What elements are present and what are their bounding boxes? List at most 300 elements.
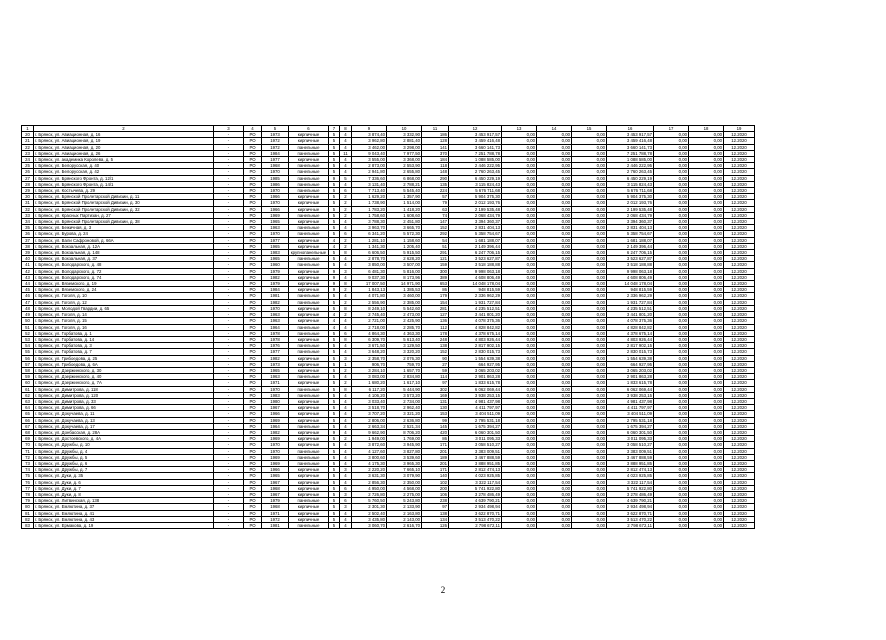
table-cell: 1963 (262, 318, 289, 324)
table-cell: 2 385,00 (387, 299, 422, 305)
table-cell: 12.2020 (724, 349, 755, 355)
table-cell: 14 048 178,04 (449, 281, 502, 287)
table-cell: - (214, 411, 244, 417)
table-cell: 5 (329, 206, 340, 212)
table-cell: 1971 (262, 510, 289, 516)
table-cell: 14 971,90 (387, 281, 422, 287)
table-cell: 5 (329, 299, 340, 305)
table-cell: 1978 (262, 336, 289, 342)
table-cell: 1 758,60 (352, 212, 387, 218)
table-cell: 0,00 (689, 436, 724, 442)
table-cell: 44 (22, 281, 34, 287)
table-cell: 60 (22, 380, 34, 386)
table-cell: 5 (329, 163, 340, 169)
table-cell: 0,00 (654, 132, 689, 138)
table-cell: панельные (289, 225, 329, 231)
table-cell: 3 441 801,20 (449, 312, 502, 318)
table-cell: 0,00 (689, 442, 724, 448)
table-cell: 0,00 (572, 523, 607, 529)
table-cell: - (214, 144, 244, 150)
table-cell: - (214, 361, 244, 367)
table-cell: крупнопанельные (289, 250, 329, 256)
table-cell: 36 (22, 231, 34, 237)
table-cell: 6 450 229,19 (449, 175, 502, 181)
table-cell: 5 (329, 231, 340, 237)
table-cell: 2 199 535,48 (607, 206, 654, 212)
table-cell: 6 117,20 (352, 386, 387, 392)
address-cell: г. Брянск, ул. Красных Партизан, д. 27 (34, 212, 214, 218)
table-cell: кирпичные (289, 405, 329, 411)
table-cell: 66 (22, 417, 34, 423)
table-cell: 3 (340, 467, 352, 473)
address-cell: г. Брянск, ул. Ермакова, д. 19 (34, 523, 214, 529)
table-cell: 0,00 (689, 349, 724, 355)
table-cell: 0,00 (537, 380, 572, 386)
table-cell: РО (244, 274, 262, 280)
table-cell: 0,00 (537, 417, 572, 423)
table-cell: 0,00 (572, 423, 607, 429)
table-cell: 1969 (262, 454, 289, 460)
table-cell: 4 828 842,82 (607, 324, 654, 330)
table-cell: 61 (22, 386, 34, 392)
table-cell: 2 795 531,18 (607, 417, 654, 423)
table-cell: - (214, 231, 244, 237)
table-cell: 0,00 (502, 411, 537, 417)
table-cell: 0,00 (502, 473, 537, 479)
table-cell: - (214, 293, 244, 299)
table-cell: 0,00 (572, 188, 607, 194)
table-cell: 12.2020 (724, 243, 755, 249)
table-cell: 49 (22, 312, 34, 318)
table-cell: 4 (340, 417, 352, 423)
table-cell: 0,00 (654, 318, 689, 324)
table-cell: кирпичные (289, 268, 329, 274)
table-cell: 3 (340, 268, 352, 274)
table-cell: 6 062 069,44 (449, 386, 502, 392)
table-cell: 1984 (262, 287, 289, 293)
table-cell: 7 665,10 (387, 467, 422, 473)
table-cell: 12.2020 (724, 436, 755, 442)
table-cell: 12.2020 (724, 250, 755, 256)
table-cell: 63 (22, 398, 34, 404)
table-cell: - (214, 268, 244, 274)
table-cell: 0,00 (537, 436, 572, 442)
table-cell: 0,00 (502, 206, 537, 212)
table-cell: 0,00 (537, 343, 572, 349)
table-cell: 0,00 (572, 374, 607, 380)
table-cell: 4 071,80 (352, 293, 387, 299)
table-cell: РО (244, 163, 262, 169)
table-cell: 4 (340, 219, 352, 225)
table-cell: 0,00 (537, 355, 572, 361)
table-cell: 0,00 (502, 287, 537, 293)
table-cell: 43 (22, 274, 34, 280)
table-cell: 0,00 (537, 132, 572, 138)
table-cell: 68 (22, 429, 34, 435)
table-cell: 1969 (262, 212, 289, 218)
address-cell: г. Брянск, ул. Докучаева, д. 11 (34, 411, 214, 417)
address-cell: г. Брянск, ул. Вяземского, д. 24 (34, 287, 214, 293)
table-cell: - (214, 460, 244, 466)
address-cell: г. Брянск, ул. Бежичная, д. 3 (34, 225, 214, 231)
table-cell: 3 (340, 491, 352, 497)
table-cell: 1965 (262, 473, 289, 479)
table-cell: 9 (329, 281, 340, 287)
table-cell: кирпичные (289, 194, 329, 200)
table-cell: 1982 (262, 299, 289, 305)
table-cell: 78 (22, 491, 34, 497)
table-cell: РО (244, 138, 262, 144)
address-cell: г. Брянск, ул. Володарского, д. 74 (34, 274, 214, 280)
table-cell: 12.2020 (724, 206, 755, 212)
address-cell: г. Брянск, ул. Дуки, д. 7 (34, 485, 214, 491)
table-cell: 300 (422, 268, 449, 274)
table-cell: 1970 (262, 442, 289, 448)
table-cell: 147 (422, 219, 449, 225)
table-cell: 0,00 (537, 237, 572, 243)
table-cell: 0,00 (689, 194, 724, 200)
table-cell: 0,00 (572, 312, 607, 318)
table-cell: 12.2020 (724, 392, 755, 398)
table-cell: 2 817 902,15 (449, 343, 502, 349)
table-cell: 201 (422, 448, 449, 454)
table-cell: 35 (22, 225, 34, 231)
address-cell: г. Брянск, ул. Литвинская, д. 138 (34, 498, 214, 504)
table-cell: 5 572,30 (387, 231, 422, 237)
table-cell: 0,00 (654, 175, 689, 181)
table-cell: 0,00 (689, 411, 724, 417)
table-cell: 0,00 (689, 305, 724, 311)
table-cell: 12.2020 (724, 460, 755, 466)
table-cell: 1976 (262, 343, 289, 349)
table-cell: 0,00 (502, 504, 537, 510)
table-cell: панельные (289, 163, 329, 169)
table-cell: 3 518 188,88 (607, 262, 654, 268)
table-cell: 2 760 263,45 (607, 169, 654, 175)
table-cell: 3 129,50 (387, 343, 422, 349)
table-cell: 5 (329, 392, 340, 398)
table-cell: 0,00 (654, 219, 689, 225)
table-cell: 0,00 (654, 436, 689, 442)
table-cell: 0,00 (689, 454, 724, 460)
table-cell: 0,00 (572, 324, 607, 330)
table-cell: 40 (22, 256, 34, 262)
table-cell: 3 079,90 (387, 473, 422, 479)
table-cell: 3 827,80 (387, 448, 422, 454)
table-cell: 4 (329, 312, 340, 318)
table-cell: 0,00 (572, 386, 607, 392)
table-cell: 0,00 (537, 454, 572, 460)
table-cell: 1 783,20 (352, 206, 387, 212)
table-cell: РО (244, 485, 262, 491)
table-cell: 3 383 009,51 (449, 448, 502, 454)
table-cell: РО (244, 380, 262, 386)
table-cell: 2 (340, 312, 352, 318)
table-cell: 4 175,30 (352, 460, 387, 466)
table-cell: 1977 (262, 237, 289, 243)
table-cell: 0,00 (502, 349, 537, 355)
table-cell: 3 058 510,27 (449, 442, 502, 448)
table-cell: 4 (329, 318, 340, 324)
table-cell: 4 (340, 411, 352, 417)
table-cell: 2 962,40 (387, 405, 422, 411)
table-cell: 0,00 (572, 200, 607, 206)
table-cell: 0,00 (537, 491, 572, 497)
table-cell: - (214, 206, 244, 212)
table-cell: 17 007,50 (352, 281, 387, 287)
table-cell: 3 523 627,87 (449, 256, 502, 262)
table-cell: 75 (22, 473, 34, 479)
table-cell: 2 726,80 (352, 491, 387, 497)
address-cell: г. Брянск, ул. Достоевского, д. 4А (34, 436, 214, 442)
table-cell: 6 309,70 (352, 336, 387, 342)
table-cell: 12.2020 (724, 318, 755, 324)
table-cell: 3 453 917,57 (607, 132, 654, 138)
table-cell: 3 962,80 (352, 138, 387, 144)
table-cell: - (214, 250, 244, 256)
table-cell: 5 243,80 (387, 498, 422, 504)
table-cell: кирпичные (289, 305, 329, 311)
table-cell: РО (244, 336, 262, 342)
table-cell: 0,00 (537, 442, 572, 448)
table-cell: 5 (329, 181, 340, 187)
table-cell: кирпичные (289, 367, 329, 373)
table-cell: 0,00 (689, 299, 724, 305)
table-cell: 12.2020 (724, 138, 755, 144)
table-cell: 1965 (262, 219, 289, 225)
table-cell: 0,00 (572, 380, 607, 386)
table-cell: 1978 (262, 330, 289, 336)
table-cell: 0,00 (502, 423, 537, 429)
table-cell: 5 (329, 485, 340, 491)
table-cell: 12.2020 (724, 293, 755, 299)
table-cell: 0,00 (689, 343, 724, 349)
table-cell: 0,00 (654, 262, 689, 268)
table-cell: 0,00 (537, 485, 572, 491)
table-cell: - (214, 510, 244, 516)
table-cell: 159 (422, 262, 449, 268)
table-cell: 0,00 (654, 206, 689, 212)
table-cell: 5 (329, 188, 340, 194)
table-cell: 3 058 510,27 (607, 442, 654, 448)
table-cell: панельные (289, 169, 329, 175)
table-cell: 0,00 (572, 343, 607, 349)
table-cell: 2 901 863,28 (607, 374, 654, 380)
table-cell: 12.2020 (724, 132, 755, 138)
table-cell: 1965 (262, 367, 289, 373)
table-cell: 0,00 (572, 349, 607, 355)
table-cell: 0,00 (502, 318, 537, 324)
table-cell: 57 (22, 361, 34, 367)
table-cell: 0,00 (654, 504, 689, 510)
table-cell: 1 158,60 (387, 237, 422, 243)
table-cell: 54 (422, 237, 449, 243)
table-cell: 79 (22, 498, 34, 504)
address-cell: г. Брянск, ул. Авиационная, д. 19 (34, 138, 214, 144)
table-cell: 0,00 (537, 200, 572, 206)
table-cell: 8 (340, 336, 352, 342)
table-cell: 51 (422, 243, 449, 249)
table-cell: 0,00 (654, 361, 689, 367)
table-cell: 9 998 063,18 (449, 268, 502, 274)
table-cell: 0,00 (572, 467, 607, 473)
table-cell: - (214, 181, 244, 187)
table-cell: РО (244, 343, 262, 349)
table-cell: 0,00 (689, 293, 724, 299)
address-cell: г. Брянск, ул. Дружбы, д. 5 (34, 454, 214, 460)
table-cell: 0,00 (502, 144, 537, 150)
table-cell: 0,00 (572, 281, 607, 287)
table-cell: 1970 (262, 305, 289, 311)
address-cell: г. Брянск, ул. Молодой Гвардии, д. 65 (34, 305, 214, 311)
table-cell: 0,00 (502, 454, 537, 460)
table-cell: 0,00 (502, 510, 537, 516)
table-cell: 0,00 (572, 336, 607, 342)
table-cell: 32 (22, 206, 34, 212)
table-cell: 8 (340, 281, 352, 287)
table-cell: 4 (340, 256, 352, 262)
table-cell: 5 (329, 454, 340, 460)
table-cell: РО (244, 281, 262, 287)
table-cell: 0,00 (689, 361, 724, 367)
table-cell: 3 459 416,48 (607, 138, 654, 144)
table-cell: 0,00 (537, 225, 572, 231)
table-cell: 6 247 706,15 (607, 250, 654, 256)
table-cell: 4 (329, 324, 340, 330)
table-cell: РО (244, 225, 262, 231)
table-cell: 0,00 (537, 312, 572, 318)
table-cell: 6 868,00 (387, 175, 422, 181)
table-cell: 0,00 (537, 262, 572, 268)
table-cell: 22 (22, 144, 34, 150)
table-cell: кирпичные (289, 485, 329, 491)
table-cell: 5 (329, 144, 340, 150)
table-cell: 3 435,80 (352, 516, 387, 522)
table-cell: - (214, 423, 244, 429)
table-cell: 0,00 (689, 274, 724, 280)
table-cell: 55 (22, 349, 34, 355)
table-cell: 1 385,53 (387, 287, 422, 293)
table-cell: 4 (340, 293, 352, 299)
table-cell: - (214, 392, 244, 398)
address-cell: г. Брянск, ул. Гоголя, д. 14 (34, 312, 214, 318)
table-cell: панельные (289, 343, 329, 349)
table-cell: 33 (22, 212, 34, 218)
table-cell: 6 (340, 188, 352, 194)
table-cell: 12.2020 (724, 144, 755, 150)
table-cell: кирпичные (289, 442, 329, 448)
table-cell: 97 (422, 504, 449, 510)
table-cell: РО (244, 367, 262, 373)
table-cell: 0,00 (537, 349, 572, 355)
table-cell: 0,00 (654, 225, 689, 231)
table-cell: 0,00 (572, 138, 607, 144)
address-cell: г. Брянск, ул. Белорусская, д. 42 (34, 169, 214, 175)
table-cell: 3 513 470,22 (449, 516, 502, 522)
table-cell: 0,00 (689, 175, 724, 181)
table-cell: 0,00 (502, 374, 537, 380)
table-cell: 0,00 (689, 243, 724, 249)
table-cell: 12.2020 (724, 491, 755, 497)
table-cell: 3 460,00 (387, 293, 422, 299)
table-cell: - (214, 318, 244, 324)
column-number-cell: 8 (340, 126, 352, 132)
table-cell: панельные (289, 386, 329, 392)
table-cell: 1966 (262, 206, 289, 212)
table-cell: РО (244, 523, 262, 529)
table-cell: 1 629,20 (352, 194, 387, 200)
table-cell: 0,00 (654, 398, 689, 404)
table-cell: 81 (22, 510, 34, 516)
table-cell: 0,00 (654, 281, 689, 287)
table-cell: 2 721,00 (352, 318, 387, 324)
table-cell: 1969 (262, 460, 289, 466)
table-cell: 0,00 (537, 287, 572, 293)
table-cell: 2 817 902,15 (607, 343, 654, 349)
table-cell: 5 (329, 411, 340, 417)
table-cell: 0,00 (502, 237, 537, 243)
table-row (22, 523, 755, 529)
table-cell: 1 357,90 (387, 194, 422, 200)
table-cell: 238 (422, 498, 449, 504)
table-cell: 34 (22, 219, 34, 225)
table-cell: РО (244, 436, 262, 442)
table-cell: 2 655,80 (387, 169, 422, 175)
table-cell: 0,00 (572, 498, 607, 504)
table-cell: 3 320,20 (387, 349, 422, 355)
table-cell: - (214, 200, 244, 206)
table-cell: 2 220,20 (352, 467, 387, 473)
table-cell: 2 521,34 (387, 423, 422, 429)
table-cell: 3 945,90 (387, 442, 422, 448)
table-cell: 5 (329, 510, 340, 516)
table-cell: 0,00 (537, 386, 572, 392)
table-cell: 3 284,10 (352, 367, 387, 373)
table-cell: 0,00 (689, 516, 724, 522)
table-cell: 0,00 (502, 256, 537, 262)
address-cell: г. Брянск, ул. Донбасская, д. 28А (34, 429, 214, 435)
table-cell: 0,00 (502, 225, 537, 231)
table-cell: 5 (329, 355, 340, 361)
table-cell: 12.2020 (724, 274, 755, 280)
table-cell: 12.2020 (724, 312, 755, 318)
table-cell: 248 (422, 336, 449, 342)
table-cell: 0,00 (689, 262, 724, 268)
table-cell: - (214, 374, 244, 380)
table-cell: 0,00 (572, 243, 607, 249)
table-cell: 0,00 (502, 442, 537, 448)
table-cell: 2 068 434,79 (449, 212, 502, 218)
table-cell: 0,00 (572, 212, 607, 218)
table-cell: 106 (422, 491, 449, 497)
table-cell: 0,00 (502, 219, 537, 225)
table-cell: 5 (329, 250, 340, 256)
table-cell: панельные (289, 188, 329, 194)
table-cell: - (214, 157, 244, 163)
table-cell: 12.2020 (724, 423, 755, 429)
table-cell: 3 441 801,20 (607, 312, 654, 318)
table-cell: 12.2020 (724, 163, 755, 169)
table-cell: 0,00 (572, 268, 607, 274)
address-cell: г. Брянск, ул. Дружбы, д. 6 (34, 460, 214, 466)
table-cell: 0,00 (537, 305, 572, 311)
table-cell: 1964 (262, 423, 289, 429)
table-cell: - (214, 188, 244, 194)
table-cell: 0,00 (654, 392, 689, 398)
table-cell: - (214, 281, 244, 287)
table-cell: 9 (329, 429, 340, 435)
table-cell: 6 341,20 (352, 231, 387, 237)
